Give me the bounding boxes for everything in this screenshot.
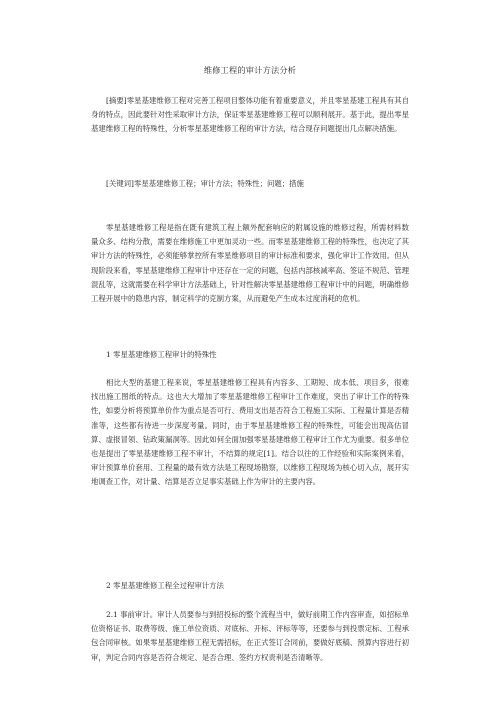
- section-heading: [91, 580, 409, 592]
- keywords-text: [关键词]零星基建维修工程；审计方法；特殊性；问题；措施: [106, 179, 304, 188]
- keywords-paragraph: [91, 177, 409, 191]
- section1-paragraph: [91, 376, 409, 490]
- abstract-text: [摘要]零星基建维修工程对完善工程项目整体功能有着重要意义，并且零星基建工程具有其自身的特点，因此要针对性采取审计方法，保证零星基建维修工程可以顺利展开。基于此，提出零星基建维修工程的特殊性，分析零星基建维修工程的审计方法，结合现存问题提出几点解决措施。: [91, 96, 409, 134]
- section2-heading-text: 2 零星基建维修工程全过程审计方法: [106, 581, 224, 590]
- abstract-paragraph: [91, 94, 409, 137]
- document-title: 维修工程的审计方法分析: [203, 65, 297, 75]
- section1-text: 相比大型的基建工程来说，零星基建维修工程具有内容多、工期短、成本低、项目多，很难找出施工图纸的特点。这也大大增加了零星基建维修工程审计工作难度，突出了审计工作的特殊性，如要分析将预算单价作为重点是否可行、费用支出是否符合工程施工实际、工程量计算是否精准等，这些都有待进一步深度考量。同时，由于零星基建维修工程的特殊性，可能会出现高估冒算、虚报冒领、钻政策漏洞等。因此如何全面加强零星基建维修工程审计工作尤为重要。很多单位也是提出了零星基建维修工程不审计，不结算的规定[1]。结合以往的工作经验和实际案例来看，审计预算单价套用、工程量的最有效方法是工程现场勘察，以维修工程现场为核心切入点，展开实地调查工作，对计量、结算是否立足事实基础上作为审计的主要内容。: [91, 378, 409, 487]
- intro-paragraph: [91, 221, 409, 306]
- section-heading: [91, 349, 409, 361]
- section2-text: 2.1 事前审计。审计人员要参与到招投标的整个流程当中，做好前期工作内容审查，如招标单位资格证书、取费等级、施工单位资质、对底标、开标、评标等等，还要参与到投票定标、工程承包合同审核。如果零星基建维修工程无需招标，在正式签订合同前，要做好底稿、预算内容进行初审，判定合同内容是否符合规定、是否合理、签约方权责利是否清晰等。: [91, 610, 409, 662]
- section1-heading-text: 1 零星基建维修工程审计的特殊性: [106, 350, 217, 359]
- section2-paragraph: [91, 608, 409, 665]
- intro-text: 零星基建维修工程是指在既有建筑工程上额外配套响应的附属设施的维修过程，所需材料数量众多、结构分散，需要在维修施工中更加灵动一些。而零星基建维修工程的特殊性，也决定了其审计方法的特殊性，必须能够掌控所有零星维修项目的审计标准和要求，强化审计工作效用。但从现阶段来看，零星基建维修工程审计中还存在一定的问题，包括内部核减率高、签证不规范、管理混乱等，这就需要在科学审计方法基础上，针对性解决零星基建维修工程审计中的问题，明确维修工程开展中的隐患内容，制定科学的克制方案，从而避免产生成本过度消耗的危机。: [91, 223, 409, 304]
